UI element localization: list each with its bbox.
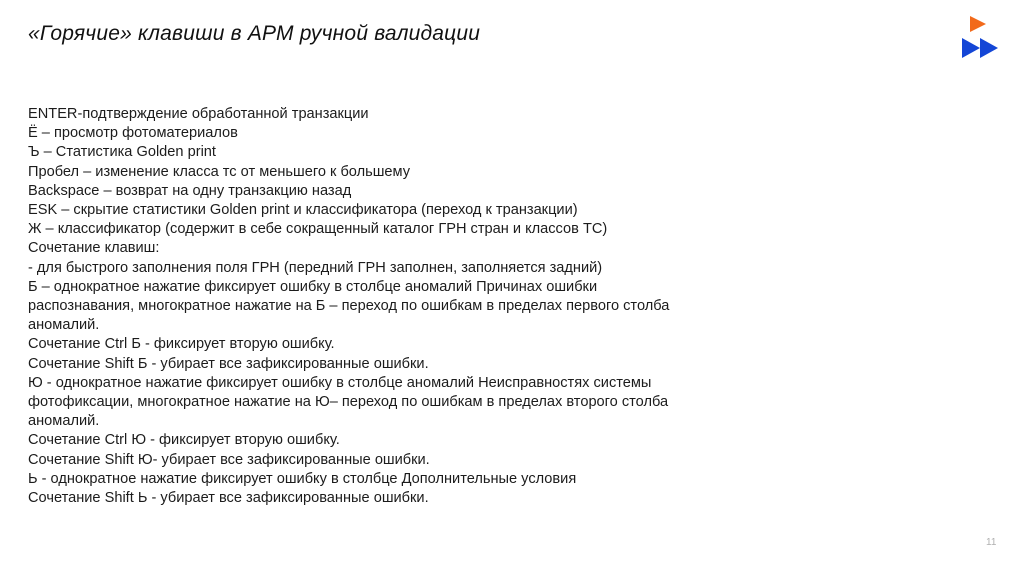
- text-line: Сочетание Shift Ю- убирает все зафиксированные ошибки.: [28, 451, 430, 468]
- text-line: Сочетание Ctrl Ю - фиксирует вторую ошибку.: [28, 432, 340, 449]
- text-line: Backspace – возврат на одну транзакцию назад: [28, 182, 352, 199]
- text-line: Сочетание клавиш:: [28, 240, 160, 257]
- text-line: аномалий.: [28, 317, 100, 334]
- text-line: Ъ – Статистика Golden print: [28, 144, 216, 161]
- text-line: Ё – просмотр фотоматериалов: [28, 125, 238, 142]
- text-line: фотофиксации, многократное нажатие на Ю– переход по ошибкам в пределах второго столба: [28, 394, 669, 411]
- text-line: распознавания, многократное нажатие на Б – переход по ошибкам в пределах первого столба: [28, 298, 670, 315]
- text-line: Б – однократное нажатие фиксирует ошибку в столбце аномалий Причинах ошибки: [28, 278, 598, 295]
- text-line: ENTER-подтверждение обработанной транзакции: [28, 106, 369, 122]
- text-line: Пробел – изменение класса тс от меньшего к большему: [28, 163, 411, 180]
- logo-orange-triangle: [970, 16, 986, 32]
- text-line: Сочетание Shift Б - убирает все зафиксированные ошибки.: [28, 355, 429, 372]
- page-number: 11: [986, 537, 997, 548]
- text-line: - для быстрого заполнения поля ГРН (передний ГРН заполнен, заполняется задний): [28, 259, 603, 276]
- brand-logo-icon: [958, 16, 1004, 64]
- text-line: Сочетание Shift Ь - убирает все зафиксированные ошибки.: [28, 490, 429, 507]
- logo-blue-triangle-right: [980, 38, 998, 58]
- text-line: Сочетание Ctrl Б - фиксирует вторую ошибку.: [28, 336, 335, 353]
- text-line: Ь - однократное нажатие фиксирует ошибку в столбце Дополнительные условия: [28, 470, 577, 487]
- hotkeys-description: [28, 105, 768, 508]
- slide-title: «Горячие» клавиши в АРМ ручной валидации: [28, 22, 481, 45]
- text-line: аномалий.: [28, 413, 100, 430]
- logo-blue-triangle-left: [962, 38, 980, 58]
- double-play-triangles-logo-icon: [958, 16, 1004, 64]
- text-line: ESK – скрытие статистики Golden print и классификатора (переход к транзакции): [28, 202, 578, 219]
- text-line: Ю - однократное нажатие фиксирует ошибку в столбце аномалий Неисправностях системы: [28, 374, 652, 391]
- text-line: Ж – классификатор (содержит в себе сокращенный каталог ГРН стран и классов ТС): [28, 221, 608, 238]
